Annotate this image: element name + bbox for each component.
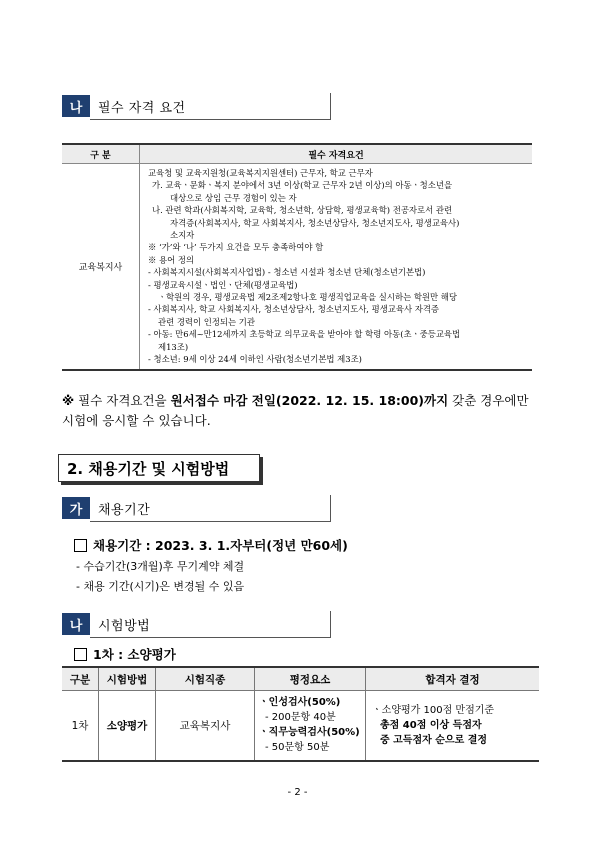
section-title: 시험방법 [98, 618, 151, 634]
page-number: - 2 - [287, 787, 308, 798]
checkbox-square-icon [74, 539, 87, 552]
req-line: - 사회복지사, 학교 사회복지사, 청소년상담사, 청소년지도사, 평생교육사 자격증 [148, 304, 439, 315]
pass-line: 총점 40점 이상 득점자 [380, 719, 482, 731]
exam-table [62, 666, 539, 762]
req-line: 관련 경력이 인정되는 기관 [158, 316, 255, 327]
period-bullet: - 채용 기간(시기)은 변경될 수 있음 [76, 580, 245, 593]
header-requirements: 필수 자격요건 [140, 144, 533, 164]
header-stage: 구분 [62, 667, 99, 691]
header-category: 구 분 [62, 144, 140, 164]
req-line: 대상으로 상임 근무 경험이 있는 자 [170, 192, 297, 203]
requirements-text [140, 164, 533, 370]
req-line: - 평생교육시설ㆍ법인ㆍ단체(평생교육법) [148, 279, 298, 290]
section-underline [90, 93, 331, 120]
cell-job: 교육복지사 [156, 691, 255, 761]
section-badge: 가 [62, 497, 90, 519]
req-line: ※ ‘가’와 ‘나’ 두가지 요건을 모두 충족하여야 함 [148, 242, 324, 253]
header-job: 시험직종 [156, 667, 255, 691]
req-line: - 사회복지시설(사회복지사업법) - 청소년 시설과 청소년 단체(청소년기본법) [148, 267, 426, 278]
eval1-title: ㆍ인성검사(50%) [259, 697, 341, 709]
req-line: ㆍ학원의 경우, 평생교육법 제2조제2항나호 평생직업교육을 실시하는 학원만 해당 [158, 292, 457, 303]
eval2-detail: - 50문항 50분 [265, 742, 330, 754]
header-method: 시험방법 [99, 667, 156, 691]
notice-mark: ※ [62, 393, 75, 408]
cell-method: 소양평가 [99, 691, 156, 761]
notice-pre: 필수 자격요건을 [74, 393, 171, 408]
eval1-detail: - 200문항 40분 [265, 712, 336, 724]
pass-line: 중 고득점자 순으로 결정 [380, 734, 488, 746]
row-label: 교육복지사 [62, 164, 140, 370]
notice-deadline: 원서접수 마감 전일(2022. 12. 15. 18:00)까지 [170, 393, 449, 408]
req-line: 자격증(사회복지사, 학교 사회복지사, 청소년상담사, 청소년지도사, 평생교육사) [170, 217, 460, 228]
period-bullet: - 수습기간(3개월)후 무기계약 체결 [76, 560, 245, 573]
cell-eval [255, 691, 366, 761]
notice-post: 갖춘 경우에만 시험에 응시할 수 있습니다. [62, 393, 529, 428]
exam-heading-text: 1차 : 소양평가 [93, 647, 176, 662]
table-row [62, 691, 539, 761]
req-line: 나. 관련 학과(사회복지학, 교육학, 청소년학, 상담학, 평생교육학) 전공자로서 관련 [152, 205, 453, 216]
req-line: - 청소년: 9세 이상 24세 이하인 사람(청소년기본법 제3조) [148, 354, 362, 365]
header-pass: 합격자 결정 [366, 667, 540, 691]
section-underline [90, 495, 331, 522]
table-header-row [62, 667, 539, 691]
period-heading [74, 536, 348, 554]
section-badge: 나 [62, 95, 90, 117]
table-header-row [62, 144, 532, 164]
cell-pass [366, 691, 540, 761]
req-line: ※ 용어 정의 [148, 254, 195, 265]
period-heading-text: 채용기간 : 2023. 3. 1.자부터(정년 만60세) [93, 538, 348, 553]
pass-line: ㆍ소양평가 100점 만점기준 [372, 704, 495, 716]
req-line: 교육청 및 교육지원청(교육복지지원센터) 근무자, 학교 근무자 [148, 168, 373, 178]
deadline-notice [62, 391, 542, 431]
section-badge: 나 [62, 613, 90, 635]
table-row [62, 164, 532, 370]
section-underline [90, 611, 331, 638]
eval2-title: ㆍ직무능력검사(50%) [259, 727, 360, 739]
section-title: 채용기간 [98, 502, 151, 518]
requirements-table [62, 143, 532, 371]
header-eval: 평정요소 [255, 667, 366, 691]
checkbox-square-icon [74, 648, 87, 661]
section-title: 필수 자격 요건 [98, 100, 186, 116]
req-line: 제13조) [158, 341, 189, 352]
req-line: 가. 교육ㆍ문화ㆍ복지 분야에서 3년 이상(학교 근무자 2년 이상)의 아동ㆍ청소년을 [152, 180, 453, 191]
req-line: - 아동: 만6세~만12세까지 초등학교 의무교육을 받아야 할 학령 아동(초ㆍ중등교육법 [148, 329, 461, 340]
cell-stage: 1차 [62, 691, 99, 761]
section-2-title: 2. 채용기간 및 시험방법 [58, 454, 260, 482]
exam-heading [74, 645, 176, 663]
req-line: 소지자 [170, 230, 195, 241]
